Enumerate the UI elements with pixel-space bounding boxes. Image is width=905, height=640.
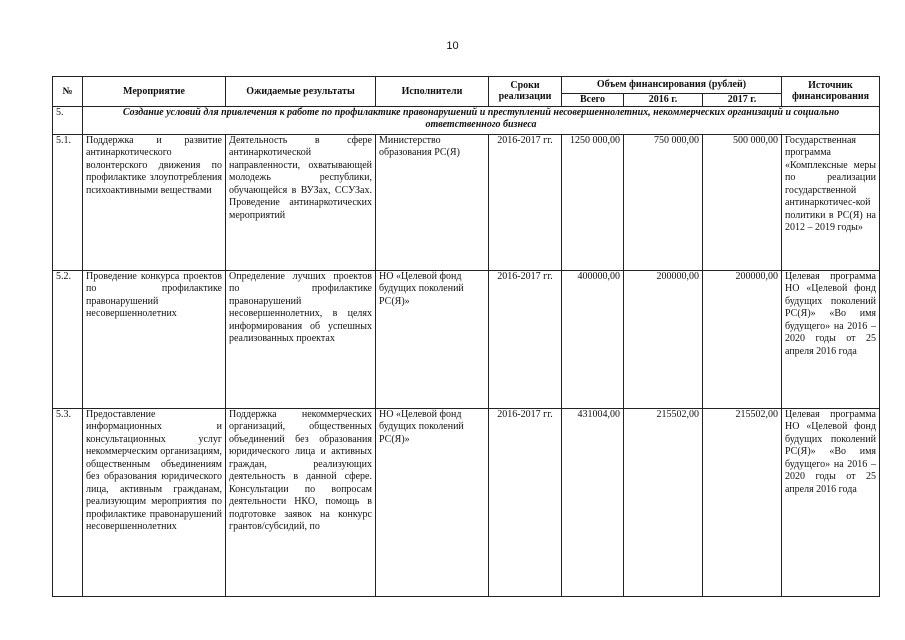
table-row [53, 134, 880, 270]
row-terms: 2016-2017 гг. [489, 270, 562, 408]
section-title: Создание условий для привлечения к работе по профилактике правонарушений и преступлений несовершеннолетних, некоммерческих организаций и социально ответственного бизнеса [83, 106, 880, 134]
row-2017: 200000,00 [703, 270, 782, 408]
header-funding: Объем финансирования (рублей) [562, 77, 782, 94]
row-2016: 215502,00 [624, 408, 703, 596]
row-executors: Министерство образования РС(Я) [376, 134, 489, 270]
row-event: Поддержка и развитие антинаркотического волонтерского движения по профилактике злоупотребления психоактивными веществами [83, 134, 226, 270]
section-num: 5. [53, 106, 83, 134]
row-total: 431004,00 [562, 408, 624, 596]
header-event: Мероприятие [83, 77, 226, 107]
page-number: 10 [446, 40, 459, 52]
header-executors: Исполнители [376, 77, 489, 107]
row-results: Деятельность в сфере антинаркотической направленности, охватывающей молодежь республики, обучающейся в ВУЗах, ССУЗах. Проведение антинаркотических мероприятий [226, 134, 376, 270]
row-total: 400000,00 [562, 270, 624, 408]
header-num: № [53, 77, 83, 107]
row-source: Государственная программа «Комплексные меры по реализации государственной антинаркотичес-кой политики в РС(Я) на 2012 – 2019 годы» [782, 134, 880, 270]
table-row [53, 270, 880, 408]
row-results: Определение лучших проектов по профилактике правонарушений несовершеннолетних, в целях информирования об успешных реализованных проектах [226, 270, 376, 408]
row-event: Предоставление информационных и консультационных услуг некоммерческим организациям, общественным объединениям без образования юридического лица, активным гражданам, реализующим мероприятия по профилактике правонарушений несовершеннолетних [83, 408, 226, 596]
row-executors: НО «Целевой фонд будущих поколений РС(Я)» [376, 408, 489, 596]
row-executors: НО «Целевой фонд будущих поколений РС(Я)» [376, 270, 489, 408]
row-source: Целевая программа НО «Целевой фонд будущих поколений РС(Я)» «Во имя будущего» на 2016 – 2020 годы от 25 апреля 2016 года [782, 270, 880, 408]
row-event: Проведение конкурса проектов по профилактике правонарушений несовершеннолетних [83, 270, 226, 408]
funding-plan-table [52, 76, 880, 597]
section-row [53, 106, 880, 134]
header-results: Ожидаемые результаты [226, 77, 376, 107]
header-2016: 2016 г. [624, 94, 703, 107]
row-results: Поддержка некоммерческих организаций, общественных объединений без образования юридического лица и активных граждан, реализующих деятельность в данной сфере. Консультации по вопросам деятельности НКО, помощь в подготовке заявок на конкурс грантов/субсидий, по [226, 408, 376, 596]
row-num: 5.3. [53, 408, 83, 596]
table-row [53, 408, 880, 596]
row-2016: 200000,00 [624, 270, 703, 408]
row-source: Целевая программа НО «Целевой фонд будущих поколений РС(Я)» «Во имя будущего» на 2016 – 2020 годы от 25 апреля 2016 года [782, 408, 880, 596]
row-2016: 750 000,00 [624, 134, 703, 270]
row-2017: 500 000,00 [703, 134, 782, 270]
row-num: 5.1. [53, 134, 83, 270]
row-terms: 2016-2017 гг. [489, 134, 562, 270]
row-num: 5.2. [53, 270, 83, 408]
header-source: Источник финансирования [782, 77, 880, 107]
header-terms: Сроки реализации [489, 77, 562, 107]
header-total: Всего [562, 94, 624, 107]
row-terms: 2016-2017 гг. [489, 408, 562, 596]
row-2017: 215502,00 [703, 408, 782, 596]
row-total: 1250 000,00 [562, 134, 624, 270]
header-2017: 2017 г. [703, 94, 782, 107]
